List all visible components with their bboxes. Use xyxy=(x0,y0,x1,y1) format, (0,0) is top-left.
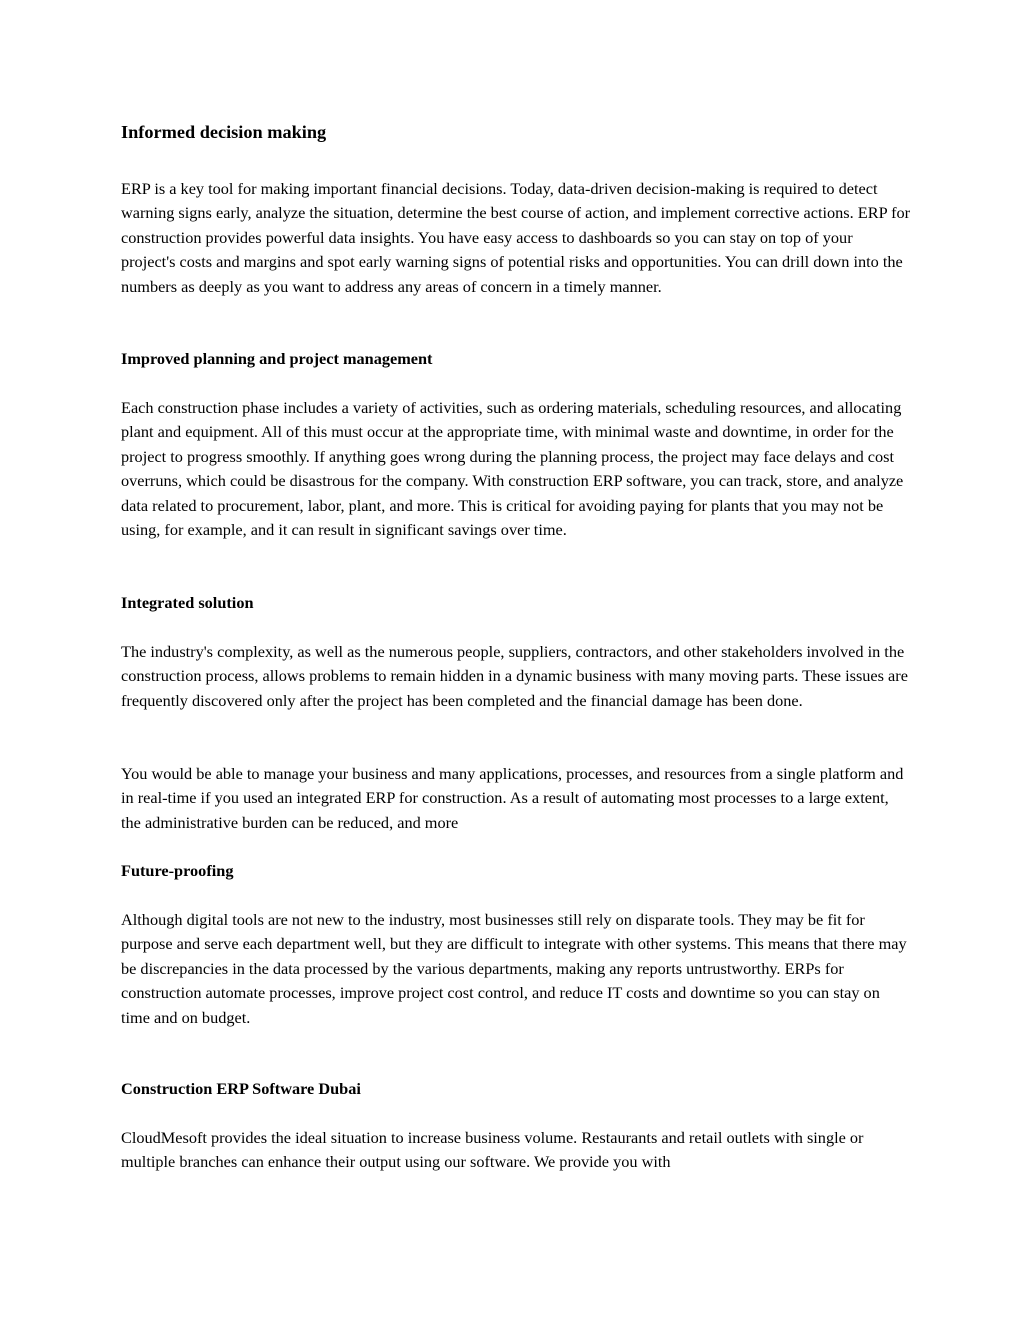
paragraph-improved-planning: Each construction phase includes a variety of activities, such as ordering materials, scheduling resources, and allocating plant and equipment. All of this must occur at the appropriate time, with minimal waste and downtime, in order for the project to progress smoothly. If anything goes wrong during the planning process, the project may face delays and cost overruns, which could be disastrous for the company. With construction ERP software, you can track, store, and analyze data related to procurement, labor, plant, and more. This is critical for avoiding paying for plants that you may not be using, for example, and it can result in significant savings over time. xyxy=(121,398,904,540)
heading-improved-planning: Improved planning and project management xyxy=(121,349,433,368)
heading-construction-erp-dubai: Construction ERP Software Dubai xyxy=(121,1079,361,1098)
paragraph-integrated-erp: You would be able to manage your business and many applications, processes, and resources from a single platform and in real-time if you used an integrated ERP for construction. As a result of automating most processes to a large extent, the administrative burden can be reduced, and more xyxy=(121,764,904,832)
heading-integrated-solution: Integrated solution xyxy=(121,593,254,612)
paragraph-construction-erp-dubai: CloudMesoft provides the ideal situation to increase business volume. Restaurants and retail outlets with single or multiple branches can enhance their output using our software. We provide you with xyxy=(121,1128,864,1172)
heading-future-proofing: Future-proofing xyxy=(121,861,234,880)
heading-informed-decision-making: Informed decision making xyxy=(121,122,327,142)
paragraph-integrated-solution: The industry's complexity, as well as the numerous people, suppliers, contractors, and other stakeholders involved in the construction process, allows problems to remain hidden in a dynamic business with many moving parts. These issues are frequently discovered only after the project has been completed and the financial damage has been done. xyxy=(121,642,908,710)
paragraph-future-proofing: Although digital tools are not new to the industry, most businesses still rely on disparate tools. They may be fit for purpose and serve each department well, but they are difficult to integrate with other systems. This means that there may be discrepancies in the data processed by the various departments, making any reports untrustworthy. ERPs for construction automate processes, improve project cost control, and reduce IT costs and downtime so you can stay on time and on budget. xyxy=(121,910,907,1027)
paragraph-informed-decision-making: ERP is a key tool for making important financial decisions. Today, data-driven decision-making is required to detect warning signs early, analyze the situation, determine the best course of action, and implement corrective actions. ERP for construction provides powerful data insights. You have easy access to dashboards so you can stay on top of your project's costs and margins and spot early warning signs of potential risks and opportunities. You can drill down into the numbers as deeply as you want to address any areas of concern in a timely manner. xyxy=(121,179,911,296)
